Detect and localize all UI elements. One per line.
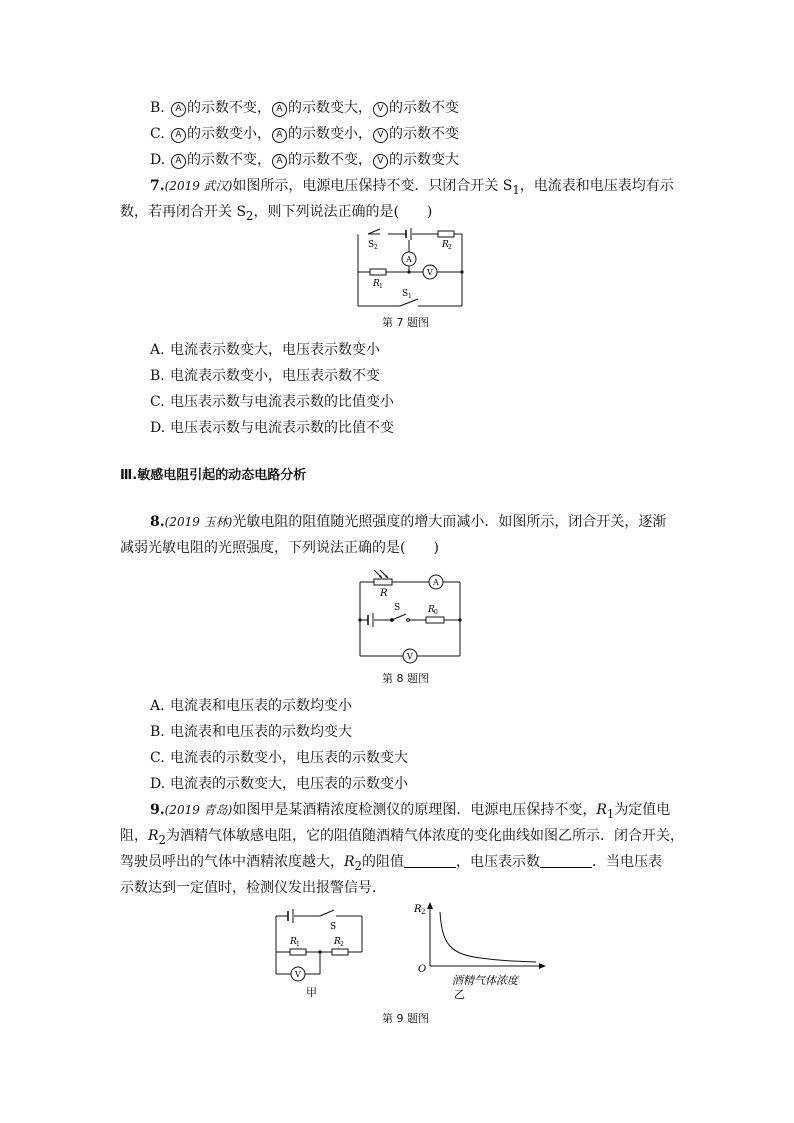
q8-figure-caption: 第 8 题图 bbox=[382, 672, 429, 685]
q9-stem-line1: 9.(2019 青岛)如图甲是某酒精浓度检测仪的原理图．电源电压保持不变，$R_1$为定值电 bbox=[150, 802, 671, 821]
ammeter-symbol: A bbox=[171, 154, 186, 169]
ammeter-symbol: A bbox=[272, 154, 287, 169]
q9-resistance-graph bbox=[410, 898, 560, 1002]
r2-label: R bbox=[334, 937, 341, 947]
svg-text:1: 1 bbox=[408, 293, 412, 300]
q8-circuit-diagram bbox=[352, 570, 468, 662]
s-label: S bbox=[394, 603, 401, 613]
voltmeter-icon: V bbox=[295, 970, 301, 979]
svg-text:2: 2 bbox=[448, 244, 452, 251]
section-heading: Ⅲ.敏感电阻引起的动态电路分析 bbox=[120, 468, 307, 483]
q7-option-a: A. 电流表示数变大，电压表示数变小 bbox=[150, 342, 380, 358]
s1-label: S bbox=[402, 289, 409, 299]
q8-option-c: C. 电流表的示数变小，电压表的示数变大 bbox=[150, 750, 408, 766]
voltmeter-icon: V bbox=[427, 268, 433, 277]
r1-label: R bbox=[373, 279, 380, 289]
ammeter-icon: A bbox=[433, 578, 439, 587]
q7-circuit-diagram bbox=[340, 226, 480, 316]
r0-label: R bbox=[428, 605, 435, 615]
q9-stem-line3: 驾驶员呼出的气体中酒精浓度越大，$R_2$的阻值 ，电压表示数 ．当电压表 bbox=[120, 854, 662, 873]
q6-option-d: D. A 的示数不变， A 的示数不变， V 的示数变大 bbox=[150, 152, 459, 168]
figure-label-jia: 甲 bbox=[306, 986, 317, 999]
graph-xlabel: 酒精气体浓度 bbox=[452, 974, 518, 987]
q7-option-d: D. 电压表示数与电流表示数的比值不变 bbox=[150, 420, 394, 436]
svg-text:1: 1 bbox=[296, 941, 300, 948]
s2-label: S bbox=[368, 240, 375, 250]
ammeter-symbol: A bbox=[272, 128, 287, 143]
voltmeter-symbol: V bbox=[373, 102, 388, 117]
q9-circuit-diagram bbox=[270, 906, 370, 1002]
q8-stem-line1: 8.(2019 玉林)光敏电阻的阻值随光照强度的增大而减小．如图所示，闭合开关，逐渐 bbox=[150, 514, 667, 530]
svg-text:1: 1 bbox=[379, 283, 383, 290]
graph-origin: O bbox=[418, 964, 427, 975]
svg-text:2: 2 bbox=[421, 908, 426, 916]
ammeter-icon: A bbox=[406, 255, 412, 264]
ammeter-symbol: A bbox=[171, 102, 186, 117]
q7-stem-line1: 7.(2019 武汉)如图所示，电源电压保持不变．只闭合开关 $S_1$，电流表和电压表均有示 bbox=[150, 178, 674, 197]
ammeter-symbol: A bbox=[272, 102, 287, 117]
q8-option-d: D. 电流表的示数变大，电压表的示数变小 bbox=[150, 776, 408, 792]
svg-text:2: 2 bbox=[374, 244, 378, 251]
ammeter-symbol: A bbox=[171, 128, 186, 143]
q7-option-c: C. 电压表示数与电流表示数的比值变小 bbox=[150, 394, 394, 410]
svg-text:0: 0 bbox=[434, 609, 438, 616]
answer-blank-1[interactable] bbox=[404, 853, 456, 868]
q8-option-b: B. 电流表和电压表的示数均变大 bbox=[150, 724, 352, 740]
r2-label: R bbox=[442, 240, 449, 250]
figure-label-yi: 乙 bbox=[454, 988, 465, 1001]
voltmeter-symbol: V bbox=[373, 128, 388, 143]
q6-option-c: C. A 的示数变小， A 的示数变小， V 的示数不变 bbox=[150, 126, 459, 142]
s-label: S bbox=[330, 922, 337, 932]
svg-text:2: 2 bbox=[340, 941, 344, 948]
q7-figure-caption: 第 7 题图 bbox=[382, 316, 429, 329]
graph-ylabel: R bbox=[414, 904, 422, 915]
voltmeter-icon: V bbox=[407, 652, 413, 661]
r-label: R bbox=[380, 588, 388, 599]
q9-figure-caption: 第 9 题图 bbox=[382, 1012, 429, 1025]
q8-option-a: A. 电流表和电压表的示数均变小 bbox=[150, 698, 352, 714]
q9-stem-line2: 阻，$R_2$为酒精气体敏感电阻，它的阻值随酒精气体浓度的变化曲线如图乙所示．闭合开关， bbox=[120, 828, 684, 847]
q7-option-b: B. 电流表示数变小，电压表示数不变 bbox=[150, 368, 380, 384]
q7-stem-line2: 数，若再闭合开关 $S_2$，则下列说法正确的是( ) bbox=[120, 204, 433, 223]
q8-stem-line2: 减弱光敏电阻的光照强度，下列说法正确的是( ) bbox=[120, 540, 439, 556]
r1-label: R bbox=[290, 937, 297, 947]
q6-option-b: B. A 的示数不变， A 的示数变大， V 的示数不变 bbox=[150, 100, 459, 116]
answer-blank-2[interactable] bbox=[540, 853, 592, 868]
q9-stem-line4: 示数达到一定值时，检测仪发出报警信号． bbox=[120, 880, 386, 896]
voltmeter-symbol: V bbox=[373, 154, 388, 169]
